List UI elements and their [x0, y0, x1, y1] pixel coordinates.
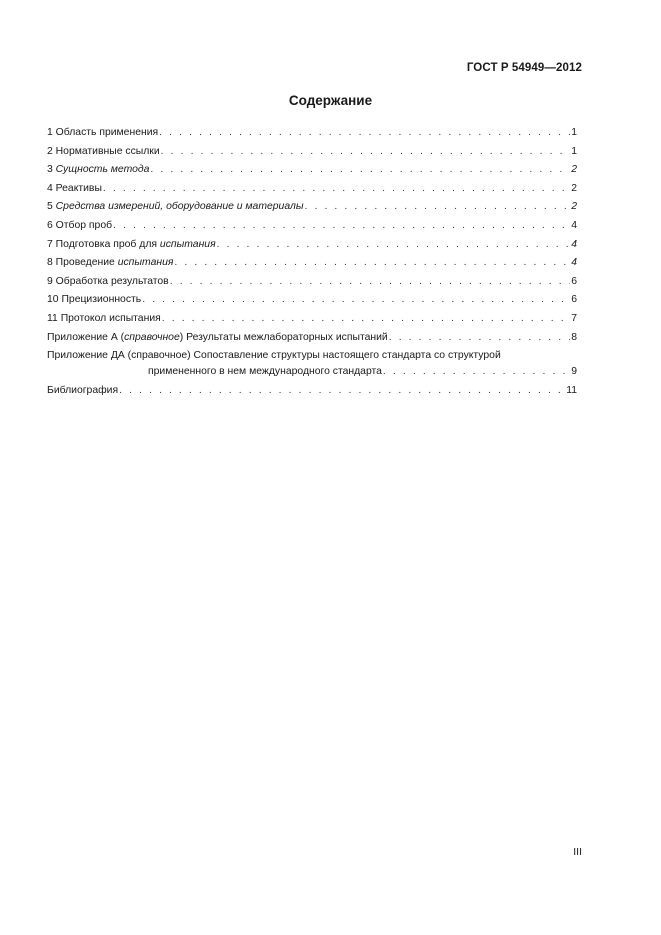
toc-entry-page: 2	[571, 164, 577, 176]
toc-entry-text: справочное	[124, 331, 180, 343]
toc-entry[interactable]	[47, 217, 577, 236]
toc-entry-number: 11	[47, 312, 61, 324]
toc-entry-text: Протокол испытания	[60, 312, 161, 324]
toc-entry-page: 2	[571, 201, 577, 213]
toc-entry-number: 2	[47, 145, 53, 157]
document-code: ГОСТ Р 54949—2012	[466, 62, 582, 74]
toc-entry[interactable]	[47, 124, 577, 143]
toc-entry-bibliography[interactable]	[47, 382, 577, 401]
toc-entry-label	[47, 329, 388, 348]
toc-entry-label	[47, 180, 102, 199]
toc-entry-label	[47, 143, 160, 162]
toc-entry-page: 1	[571, 145, 577, 157]
toc-entry-page: 4	[571, 257, 577, 269]
page-number: III	[573, 846, 582, 858]
leader-dots	[103, 180, 570, 199]
toc-entry[interactable]	[47, 329, 577, 348]
toc-entry-text: испытания	[159, 238, 216, 250]
toc-entry-text: ) Результаты межлабораторных испытаний	[179, 331, 388, 343]
leader-dots	[389, 329, 571, 348]
toc-entry-label	[47, 254, 173, 273]
toc-entry-page: 8	[571, 331, 577, 343]
leader-dots	[305, 198, 571, 217]
toc-entry-number: 10	[47, 294, 62, 306]
toc-entry-number: 8	[47, 257, 53, 269]
toc-entry-label	[47, 124, 158, 143]
toc-entry[interactable]	[47, 273, 577, 292]
leader-dots	[161, 143, 571, 162]
toc-entry[interactable]	[47, 310, 577, 329]
toc-entry-label	[47, 217, 112, 236]
toc-entry-label: Библиография	[47, 384, 119, 396]
leader-dots	[217, 236, 571, 255]
leader-dots	[383, 363, 570, 382]
toc-entry-text: Нормативные ссылки	[55, 145, 160, 157]
toc-entry-text: Подготовка проб для	[55, 238, 160, 250]
toc-entry-text: Реактивы	[55, 182, 102, 194]
toc-entry-text: Средства измерений, оборудование и материалы	[55, 201, 304, 213]
toc-entry-label	[47, 273, 169, 292]
leader-dots	[162, 310, 570, 329]
toc-entry-appendix-da-cont[interactable]	[47, 363, 577, 382]
leader-dots	[159, 124, 570, 143]
toc-entry-number: 9	[47, 275, 53, 287]
toc-entry-page: 6	[571, 294, 577, 306]
toc-entry-label: Приложение ДА (справочное) Сопоставление структуры настоящего стандарта со структурой	[47, 350, 501, 362]
toc-entry-label	[47, 310, 161, 329]
toc-entry-number: 7	[47, 238, 53, 250]
toc-entry-page: 9	[571, 366, 577, 378]
toc-entry-text: Прецизионность	[61, 294, 142, 306]
toc-entry-text: Сущность метода	[55, 164, 150, 176]
toc-entry-label	[47, 291, 141, 310]
toc-entry-number: 6	[47, 219, 53, 231]
toc-entry-label	[47, 161, 149, 180]
toc-entry-number: 5	[47, 201, 53, 213]
table-of-contents	[47, 124, 577, 400]
toc-entry-page: 2	[571, 182, 577, 194]
toc-entry[interactable]	[47, 254, 577, 273]
toc-entry-number: 1	[47, 127, 53, 138]
toc-title: Содержание	[288, 93, 373, 108]
leader-dots	[142, 291, 570, 310]
toc-entry-label	[47, 236, 216, 255]
toc-entry-page: 6	[571, 275, 577, 287]
leader-dots	[113, 217, 570, 236]
toc-entry[interactable]	[47, 236, 577, 255]
toc-entry[interactable]	[47, 180, 577, 199]
leader-dots	[119, 382, 565, 401]
leader-dots	[150, 161, 570, 180]
leader-dots	[170, 273, 571, 292]
toc-entry-number: 3	[47, 164, 53, 176]
toc-entry-page: 4	[571, 238, 577, 250]
toc-entry-number: 4	[47, 182, 53, 194]
toc-entry[interactable]	[47, 198, 577, 217]
toc-entry-text: Приложение А (	[47, 331, 125, 343]
toc-entry-page: 7	[571, 312, 577, 324]
toc-entry-label: примененного в нем международного стандарта	[148, 366, 382, 378]
toc-entry[interactable]	[47, 161, 577, 180]
toc-entry-page: 4	[571, 219, 577, 231]
toc-entry-text: Отбор проб	[55, 219, 113, 231]
toc-entry-appendix-da[interactable]	[47, 347, 577, 363]
toc-entry[interactable]	[47, 143, 577, 162]
toc-entry-text: Область применения	[55, 127, 159, 138]
toc-entry[interactable]	[47, 291, 577, 310]
toc-entry-label	[47, 198, 304, 217]
toc-entry-text: Обработка результатов	[55, 275, 169, 287]
toc-entry-page: 11	[566, 384, 577, 396]
toc-entry-page: 1	[571, 127, 577, 138]
toc-entry-text: Проведение	[55, 257, 118, 269]
leader-dots	[174, 254, 570, 273]
toc-entry-text: испытания	[117, 257, 174, 269]
